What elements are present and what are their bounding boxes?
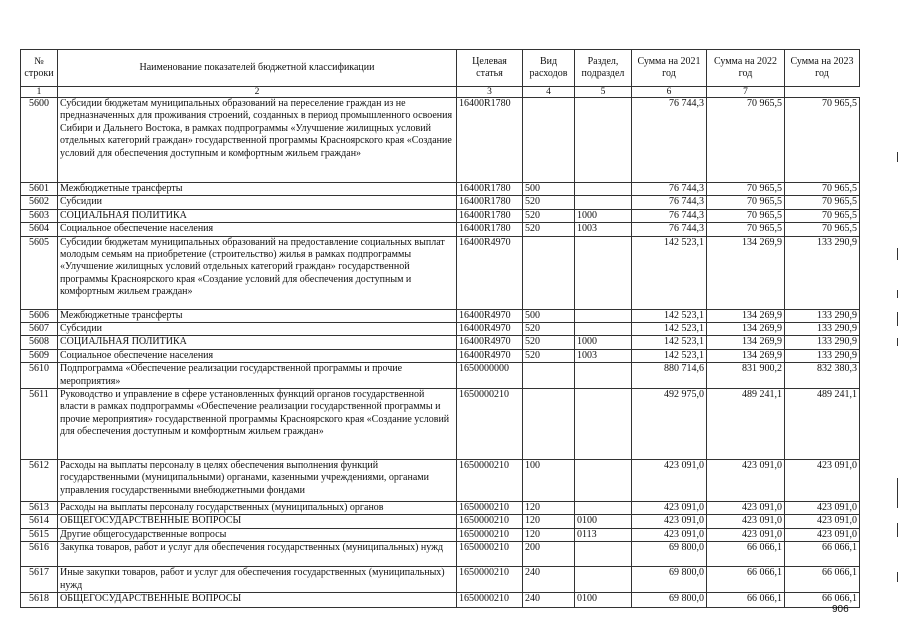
table-row — [21, 460, 860, 502]
sum-2023: 70 965,5 — [785, 183, 860, 196]
table-row — [21, 389, 860, 460]
sum-2022: 134 269,9 — [707, 236, 785, 309]
row-name: Социальное обеспечение населения — [58, 349, 457, 362]
table-row — [21, 515, 860, 528]
header-section: Раздел, подраздел — [575, 50, 632, 87]
sum-2022: 66 066,1 — [707, 542, 785, 567]
sum-2021: 423 091,0 — [632, 460, 707, 502]
table-row — [21, 336, 860, 349]
row-name: Субсидии бюджетам муниципальных образований на предоставление социальных выплат молодым семьям на приобретение (строительство) жилья в рамках подпрограммы «Улучшение жилищных условий отдельных категорий граждан» государственной программы Красноярского края «Создание условий для обеспечения доступным и комфортным жильем граждан» — [58, 236, 457, 309]
expense-type: 520 — [523, 223, 575, 236]
column-number: 4 — [523, 87, 575, 98]
target-article: 1650000210 — [457, 528, 523, 541]
table-row — [21, 542, 860, 567]
row-name: Субсидии — [58, 196, 457, 209]
expense-type — [523, 98, 575, 183]
page-number: 906 — [832, 604, 849, 615]
scan-edge-mark — [897, 338, 898, 346]
header-name: Наименование показателей бюджетной классификации — [58, 50, 457, 87]
sum-2021: 69 800,0 — [632, 542, 707, 567]
section-code: 1000 — [575, 336, 632, 349]
table-row — [21, 593, 860, 608]
section-code: 1000 — [575, 209, 632, 222]
column-number: 2 — [58, 87, 457, 98]
target-article: 1650000210 — [457, 593, 523, 608]
target-article: 1650000210 — [457, 460, 523, 502]
sum-2021: 142 523,1 — [632, 236, 707, 309]
sum-2022: 134 269,9 — [707, 349, 785, 362]
table-row — [21, 309, 860, 322]
scan-edge-mark — [897, 290, 898, 298]
expense-type: 100 — [523, 460, 575, 502]
sum-2021: 423 091,0 — [632, 515, 707, 528]
target-article: 16400R1780 — [457, 223, 523, 236]
sum-2023: 70 965,5 — [785, 196, 860, 209]
row-number: 5615 — [21, 528, 58, 541]
expense-type: 120 — [523, 515, 575, 528]
header-row-number: № строки — [21, 50, 58, 87]
sum-2022: 423 091,0 — [707, 515, 785, 528]
section-code — [575, 542, 632, 567]
sum-2023: 66 066,1 — [785, 567, 860, 593]
target-article: 16400R4970 — [457, 349, 523, 362]
sum-2022: 423 091,0 — [707, 460, 785, 502]
table-row — [21, 98, 860, 183]
expense-type: 520 — [523, 336, 575, 349]
column-number-row — [21, 87, 860, 98]
table-row — [21, 528, 860, 541]
target-article: 16400R4970 — [457, 309, 523, 322]
sum-2022: 70 965,5 — [707, 223, 785, 236]
sum-2021: 142 523,1 — [632, 336, 707, 349]
sum-2021: 76 744,3 — [632, 209, 707, 222]
sum-2022: 70 965,5 — [707, 183, 785, 196]
sum-2021: 76 744,3 — [632, 98, 707, 183]
section-code — [575, 236, 632, 309]
table-row — [21, 209, 860, 222]
row-name: Субсидии бюджетам муниципальных образований на переселение граждан из не предназначенных для проживания строений, созданных в период промышленного освоения Сибири и Дальнего Востока, в рамках подпрограммы «Улучшение жилищных условий отдельных категорий граждан» государственной программы Красноярского края «Создание условий для обеспечения доступным и комфортным жильем граждан» — [58, 98, 457, 183]
row-name: Подпрограмма «Обеспечение реализации государственной программы и прочие мероприятия» — [58, 363, 457, 389]
sum-2022: 134 269,9 — [707, 323, 785, 336]
row-number: 5614 — [21, 515, 58, 528]
table-row — [21, 236, 860, 309]
table-row — [21, 567, 860, 593]
section-code: 0100 — [575, 593, 632, 608]
row-name: СОЦИАЛЬНАЯ ПОЛИТИКА — [58, 209, 457, 222]
section-code — [575, 323, 632, 336]
sum-2021: 142 523,1 — [632, 309, 707, 322]
section-code — [575, 389, 632, 460]
sum-2021: 423 091,0 — [632, 528, 707, 541]
expense-type: 240 — [523, 567, 575, 593]
expense-type: 520 — [523, 349, 575, 362]
row-number: 5613 — [21, 502, 58, 515]
target-article: 1650000210 — [457, 389, 523, 460]
scan-edge-mark — [897, 523, 898, 537]
row-number: 5606 — [21, 309, 58, 322]
row-name: Закупка товаров, работ и услуг для обеспечения государственных (муниципальных) нужд — [58, 542, 457, 567]
expense-type: 240 — [523, 593, 575, 608]
row-name: Социальное обеспечение населения — [58, 223, 457, 236]
sum-2021: 142 523,1 — [632, 323, 707, 336]
section-code — [575, 309, 632, 322]
section-code — [575, 460, 632, 502]
section-code — [575, 98, 632, 183]
sum-2023: 832 380,3 — [785, 363, 860, 389]
table-row — [21, 223, 860, 236]
expense-type: 520 — [523, 196, 575, 209]
sum-2021: 76 744,3 — [632, 223, 707, 236]
section-code: 1003 — [575, 349, 632, 362]
row-name: Субсидии — [58, 323, 457, 336]
target-article: 16400R1780 — [457, 183, 523, 196]
expense-type: 500 — [523, 309, 575, 322]
section-code — [575, 363, 632, 389]
row-number: 5605 — [21, 236, 58, 309]
sum-2022: 66 066,1 — [707, 567, 785, 593]
sum-2021: 142 523,1 — [632, 349, 707, 362]
target-article: 16400R4970 — [457, 323, 523, 336]
budget-table — [20, 49, 860, 608]
sum-2023: 423 091,0 — [785, 528, 860, 541]
sum-2022: 134 269,9 — [707, 309, 785, 322]
sum-2023: 423 091,0 — [785, 460, 860, 502]
column-number: 7 — [707, 87, 785, 98]
expense-type — [523, 363, 575, 389]
row-name: Расходы на выплаты персоналу в целях обеспечения выполнения функций государственными (муниципальными) органами, казенными учреждениями, органами управления государственными внебюджетными фондами — [58, 460, 457, 502]
row-name: СОЦИАЛЬНАЯ ПОЛИТИКА — [58, 336, 457, 349]
column-number: 6 — [632, 87, 707, 98]
target-article: 16400R1780 — [457, 98, 523, 183]
sum-2021: 69 800,0 — [632, 593, 707, 608]
sum-2022: 70 965,5 — [707, 196, 785, 209]
header-target-article: Целевая статья — [457, 50, 523, 87]
sum-2023: 133 290,9 — [785, 236, 860, 309]
sum-2023: 66 066,1 — [785, 593, 860, 608]
row-name: Иные закупки товаров, работ и услуг для обеспечения государственных (муниципальных) нужд — [58, 567, 457, 593]
section-code — [575, 502, 632, 515]
sum-2022: 70 965,5 — [707, 209, 785, 222]
table-row — [21, 363, 860, 389]
section-code: 1003 — [575, 223, 632, 236]
table-row — [21, 502, 860, 515]
sum-2023: 133 290,9 — [785, 349, 860, 362]
sum-2023: 70 965,5 — [785, 209, 860, 222]
sum-2023: 423 091,0 — [785, 515, 860, 528]
row-name: Расходы на выплаты персоналу государственных (муниципальных) органов — [58, 502, 457, 515]
row-number: 5617 — [21, 567, 58, 593]
section-code — [575, 567, 632, 593]
expense-type: 520 — [523, 209, 575, 222]
row-number: 5618 — [21, 593, 58, 608]
row-number: 5600 — [21, 98, 58, 183]
row-number: 5603 — [21, 209, 58, 222]
target-article: 1650000210 — [457, 567, 523, 593]
header-sum-2023: Сумма на 2023 год — [785, 50, 860, 87]
expense-type: 120 — [523, 502, 575, 515]
target-article: 16400R4970 — [457, 236, 523, 309]
section-code — [575, 183, 632, 196]
column-number: 3 — [457, 87, 523, 98]
sum-2021: 69 800,0 — [632, 567, 707, 593]
sum-2021: 76 744,3 — [632, 196, 707, 209]
row-name: ОБЩЕГОСУДАРСТВЕННЫЕ ВОПРОСЫ — [58, 593, 457, 608]
target-article: 16400R1780 — [457, 196, 523, 209]
row-number: 5611 — [21, 389, 58, 460]
sum-2022: 134 269,9 — [707, 336, 785, 349]
scan-edge-mark — [897, 478, 898, 508]
table-row — [21, 183, 860, 196]
table-row — [21, 196, 860, 209]
scan-edge-mark — [897, 152, 898, 162]
table-row — [21, 349, 860, 362]
expense-type: 520 — [523, 323, 575, 336]
row-name: Руководство и управление в сфере установленных функций органов государственной власти в рамках подпрограммы «Обеспечение реализации государственной программы и прочие мероприятия» государственной программы Красноярского края «Создание условий для обеспечения доступным и комфортным жильем граждан» — [58, 389, 457, 460]
row-number: 5607 — [21, 323, 58, 336]
sum-2023: 489 241,1 — [785, 389, 860, 460]
row-name: Другие общегосударственные вопросы — [58, 528, 457, 541]
target-article: 1650000210 — [457, 542, 523, 567]
sum-2023: 133 290,9 — [785, 336, 860, 349]
row-name: Межбюджетные трансферты — [58, 309, 457, 322]
row-number: 5612 — [21, 460, 58, 502]
section-code: 0100 — [575, 515, 632, 528]
row-number: 5608 — [21, 336, 58, 349]
target-article: 16400R4970 — [457, 336, 523, 349]
expense-type — [523, 236, 575, 309]
sum-2022: 66 066,1 — [707, 593, 785, 608]
expense-type: 500 — [523, 183, 575, 196]
sum-2023: 423 091,0 — [785, 502, 860, 515]
row-number: 5601 — [21, 183, 58, 196]
target-article: 1650000210 — [457, 502, 523, 515]
sum-2023: 66 066,1 — [785, 542, 860, 567]
table-row — [21, 323, 860, 336]
section-code — [575, 196, 632, 209]
scan-edge-mark — [897, 572, 898, 582]
sum-2021: 423 091,0 — [632, 502, 707, 515]
row-number: 5602 — [21, 196, 58, 209]
sum-2022: 70 965,5 — [707, 98, 785, 183]
sum-2022: 423 091,0 — [707, 528, 785, 541]
sum-2021: 76 744,3 — [632, 183, 707, 196]
expense-type: 120 — [523, 528, 575, 541]
row-number: 5604 — [21, 223, 58, 236]
target-article: 1650000000 — [457, 363, 523, 389]
sum-2023: 133 290,9 — [785, 323, 860, 336]
row-number: 5609 — [21, 349, 58, 362]
expense-type — [523, 389, 575, 460]
section-code: 0113 — [575, 528, 632, 541]
sum-2022: 831 900,2 — [707, 363, 785, 389]
column-number: 5 — [575, 87, 632, 98]
sum-2021: 492 975,0 — [632, 389, 707, 460]
sum-2022: 489 241,1 — [707, 389, 785, 460]
header-sum-2022: Сумма на 2022 год — [707, 50, 785, 87]
expense-type: 200 — [523, 542, 575, 567]
header-sum-2021: Сумма на 2021 год — [632, 50, 707, 87]
scan-edge-mark — [897, 312, 898, 326]
sum-2023: 70 965,5 — [785, 223, 860, 236]
table-header-row — [21, 50, 860, 87]
sum-2022: 423 091,0 — [707, 502, 785, 515]
row-name: Межбюджетные трансферты — [58, 183, 457, 196]
target-article: 1650000210 — [457, 515, 523, 528]
header-expense-type: Вид расходов — [523, 50, 575, 87]
scan-edge-mark — [897, 248, 898, 260]
row-name: ОБЩЕГОСУДАРСТВЕННЫЕ ВОПРОСЫ — [58, 515, 457, 528]
sum-2021: 880 714,6 — [632, 363, 707, 389]
row-number: 5616 — [21, 542, 58, 567]
target-article: 16400R1780 — [457, 209, 523, 222]
column-number: 1 — [21, 87, 58, 98]
sum-2023: 133 290,9 — [785, 309, 860, 322]
sum-2023: 70 965,5 — [785, 98, 860, 183]
row-number: 5610 — [21, 363, 58, 389]
